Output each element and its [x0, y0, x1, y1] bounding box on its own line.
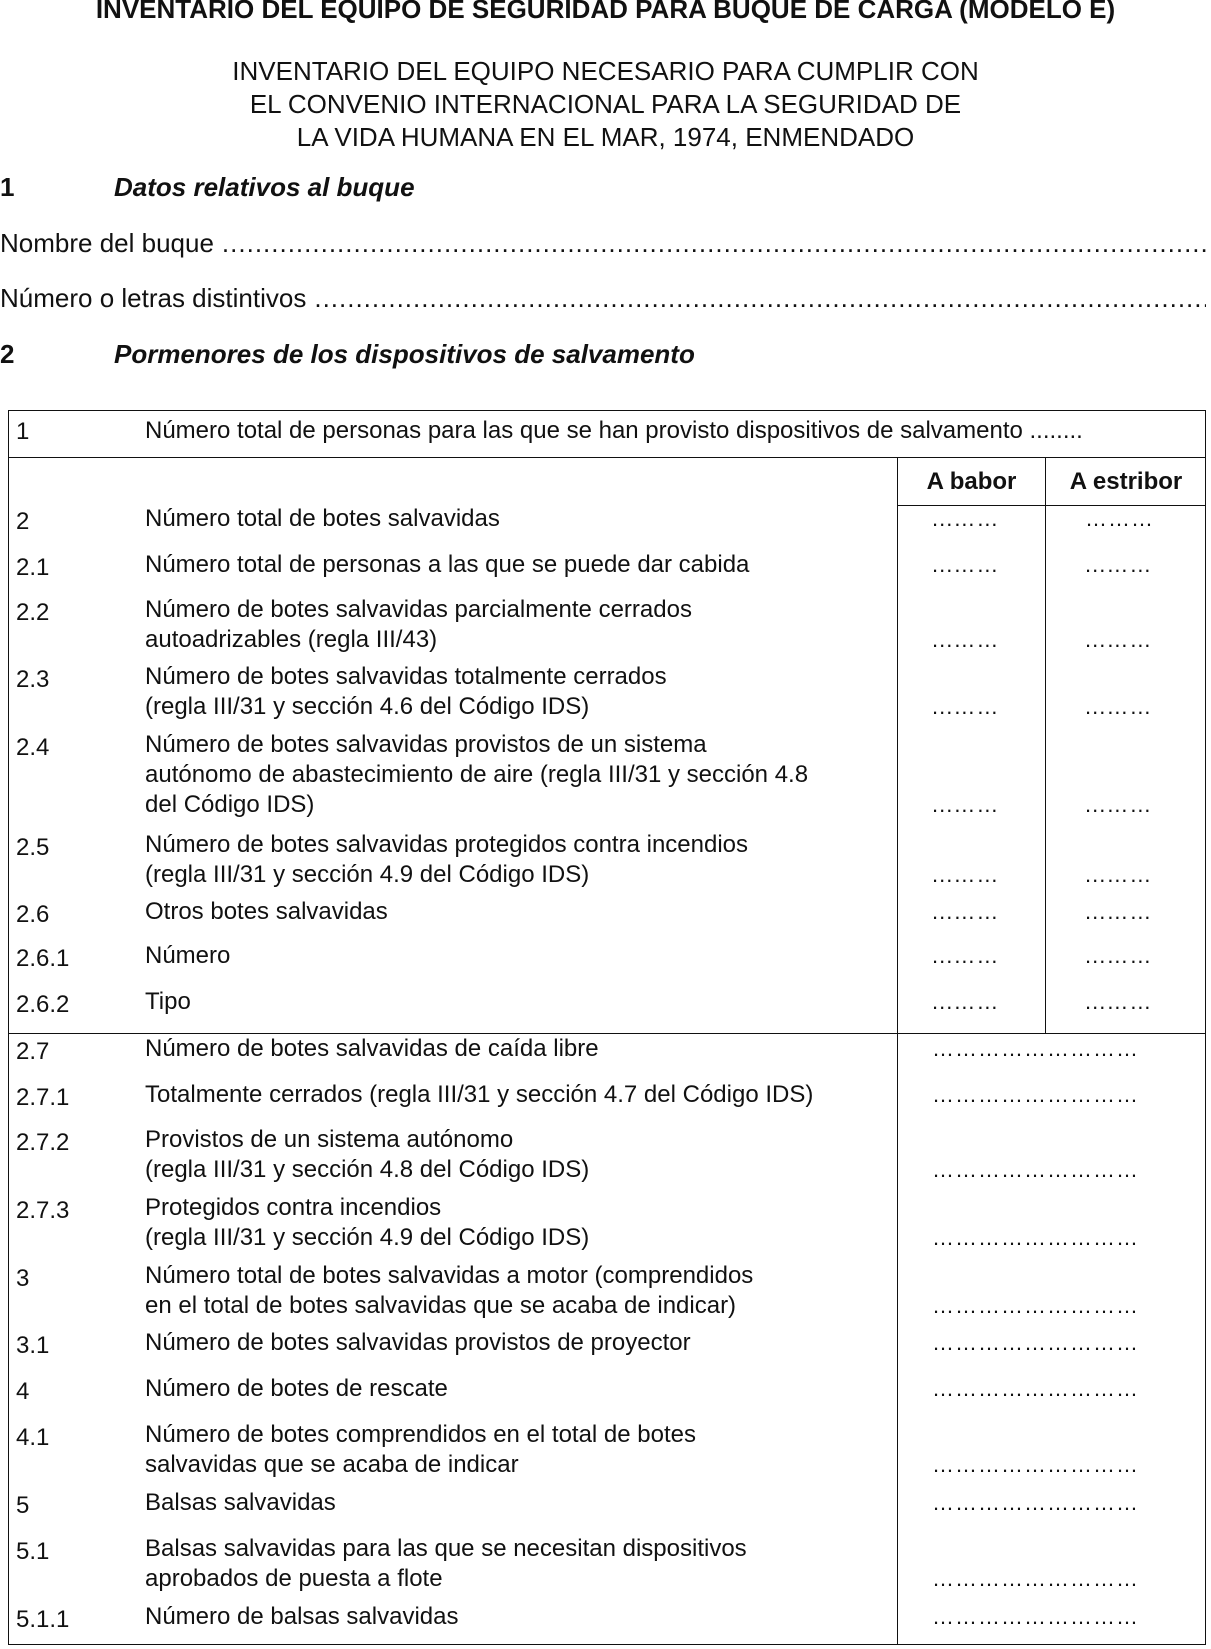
ship-name-field[interactable]	[0, 228, 1206, 259]
port-value-field[interactable]: ...……	[932, 862, 1000, 887]
port-value-field[interactable]: ...……	[932, 506, 1000, 531]
row-number: 2.3	[16, 666, 50, 693]
port-value-field[interactable]: ...……	[932, 792, 1000, 817]
starboard-value-field[interactable]: ...……	[1085, 943, 1153, 968]
row-text: (regla III/31 y sección 4.9 del Código IDS)	[145, 861, 590, 888]
port-value-field[interactable]: ...……	[932, 989, 1000, 1014]
fill-line[interactable]	[314, 283, 1206, 314]
port-value-field[interactable]: ...……	[932, 943, 1000, 968]
starboard-value-field[interactable]: ………	[1085, 506, 1154, 531]
row-number: 2.6.1	[16, 945, 70, 972]
value-field[interactable]: ………………………	[932, 1566, 1139, 1591]
row-text: Número de botes de rescate	[145, 1375, 448, 1402]
row-number: 2.7	[16, 1038, 50, 1065]
row-text: Número de botes salvavidas provistos de un sistema	[145, 731, 707, 758]
value-field[interactable]: ………………………	[932, 1293, 1139, 1318]
table-rule	[1045, 457, 1046, 1033]
row-text: del Código IDS)	[145, 791, 315, 818]
row-number: 5.1.1	[16, 1606, 70, 1633]
row-text: autoadrizables (regla III/43)	[145, 626, 438, 653]
row-text: Provistos de un sistema autónomo	[145, 1126, 514, 1153]
value-field[interactable]: ………………………	[932, 1082, 1139, 1107]
subtitle-line: INVENTARIO DEL EQUIPO NECESARIO PARA CUMPLIR CON	[232, 56, 979, 86]
row-text: Número total de personas para las que se han provisto dispositivos de salvamento ........	[145, 417, 1083, 444]
distinctive-number-field[interactable]	[0, 283, 1206, 314]
starboard-value-field[interactable]: ...……	[1085, 862, 1153, 887]
row-text: Balsas salvavidas	[145, 1489, 336, 1516]
row-number: 2.2	[16, 599, 50, 626]
row-number: 4.1	[16, 1424, 50, 1451]
row-number: 3.1	[16, 1332, 50, 1359]
row-text: Número	[145, 942, 231, 969]
row-number: 4	[16, 1378, 30, 1405]
row-text: salvavidas que se acaba de indicar	[145, 1451, 519, 1478]
value-field[interactable]: ………………………	[932, 1490, 1139, 1515]
row-text: Número de botes salvavidas totalmente cerrados	[145, 663, 667, 690]
section-number: 2	[0, 339, 15, 369]
value-field[interactable]: ………………………	[932, 1036, 1139, 1061]
field-label: Nombre del buque	[0, 228, 214, 258]
header-port: A babor	[926, 468, 1017, 495]
port-value-field[interactable]: ...……	[932, 552, 1000, 577]
section-label: Datos relativos al buque	[114, 172, 415, 202]
row-text: (regla III/31 y sección 4.8 del Código IDS)	[145, 1156, 590, 1183]
row-text: Número total de botes salvavidas a motor (comprendidos	[145, 1262, 754, 1289]
starboard-value-field[interactable]: ...……	[1085, 899, 1153, 924]
row-text: autónomo de abastecimiento de aire (regla III/31 y sección 4.8	[145, 761, 809, 788]
value-field[interactable]: ………………………	[932, 1157, 1139, 1182]
row-text: Número de botes salvavidas provistos de proyector	[145, 1329, 691, 1356]
port-value-field[interactable]: ...……	[932, 627, 1000, 652]
row-number: 5.1	[16, 1538, 50, 1565]
row-text: Número total de personas a las que se puede dar cabida	[145, 551, 750, 578]
row-text: aprobados de puesta a flote	[145, 1565, 443, 1592]
port-value-field[interactable]: ...……	[932, 694, 1000, 719]
value-field[interactable]: ………………………	[932, 1225, 1139, 1250]
value-field[interactable]: ………………………	[932, 1604, 1139, 1629]
port-value-field[interactable]: ...……	[932, 899, 1000, 924]
document-subtitle	[0, 55, 1211, 154]
table-rule	[8, 457, 1206, 458]
row-number: 5	[16, 1492, 30, 1519]
table-rule	[897, 457, 898, 1645]
row-text: en el total de botes salvavidas que se acaba de indicar)	[145, 1292, 737, 1319]
document-title: INVENTARIO DEL EQUIPO DE SEGURIDAD PARA BUQUE DE CARGA (MODELO E)	[95, 0, 1116, 24]
fill-line[interactable]	[222, 228, 1206, 259]
section-label: Pormenores de los dispositivos de salvamento	[114, 339, 695, 369]
starboard-value-field[interactable]: ...……	[1085, 694, 1153, 719]
section-number: 1	[0, 172, 15, 202]
row-number: 2.1	[16, 554, 50, 581]
row-text: Número de balsas salvavidas	[145, 1603, 459, 1630]
subtitle-line: LA VIDA HUMANA EN EL MAR, 1974, ENMENDADO	[296, 122, 915, 152]
starboard-value-field[interactable]: ...……	[1085, 627, 1153, 652]
row-text: (regla III/31 y sección 4.9 del Código IDS)	[145, 1224, 590, 1251]
row-number: 2.6.2	[16, 991, 70, 1018]
row-text: Protegidos contra incendios	[145, 1194, 442, 1221]
starboard-value-field[interactable]: ...……	[1085, 989, 1153, 1014]
row-number: 2.6	[16, 901, 50, 928]
row-number: 2.7.3	[16, 1197, 70, 1224]
subtitle-line: EL CONVENIO INTERNACIONAL PARA LA SEGURIDAD DE	[249, 89, 962, 119]
starboard-value-field[interactable]: ...……	[1085, 552, 1153, 577]
row-number: 2.7.1	[16, 1084, 70, 1111]
row-text: Número de botes comprendidos en el total de botes	[145, 1421, 697, 1448]
field-label: Número o letras distintivos	[0, 283, 307, 313]
value-field[interactable]: ………………………	[932, 1376, 1139, 1401]
row-number: 2.5	[16, 834, 50, 861]
row-number: 1	[16, 418, 30, 445]
row-text: Número de botes salvavidas parcialmente cerrados	[145, 596, 692, 623]
starboard-value-field[interactable]: ...……	[1085, 792, 1153, 817]
row-text: Balsas salvavidas para las que se necesitan dispositivos	[145, 1535, 747, 1562]
row-text: Tipo	[145, 988, 191, 1015]
header-starboard: A estribor	[1069, 468, 1183, 495]
row-text: Número de botes salvavidas protegidos contra incendios	[145, 831, 749, 858]
row-text: Número de botes salvavidas de caída libre	[145, 1035, 599, 1062]
row-number: 3	[16, 1265, 30, 1292]
row-text: Totalmente cerrados (regla III/31 y sección 4.7 del Código IDS)	[145, 1081, 814, 1108]
row-text: Número total de botes salvavidas	[145, 505, 500, 532]
value-field[interactable]: ………………………	[932, 1452, 1139, 1477]
row-number: 2.4	[16, 734, 50, 761]
row-number: 2.7.2	[16, 1129, 70, 1156]
row-text: Otros botes salvavidas	[145, 898, 388, 925]
row-number: 2	[16, 508, 30, 535]
value-field[interactable]: ………………………	[932, 1330, 1139, 1355]
row-text: (regla III/31 y sección 4.6 del Código IDS)	[145, 693, 590, 720]
